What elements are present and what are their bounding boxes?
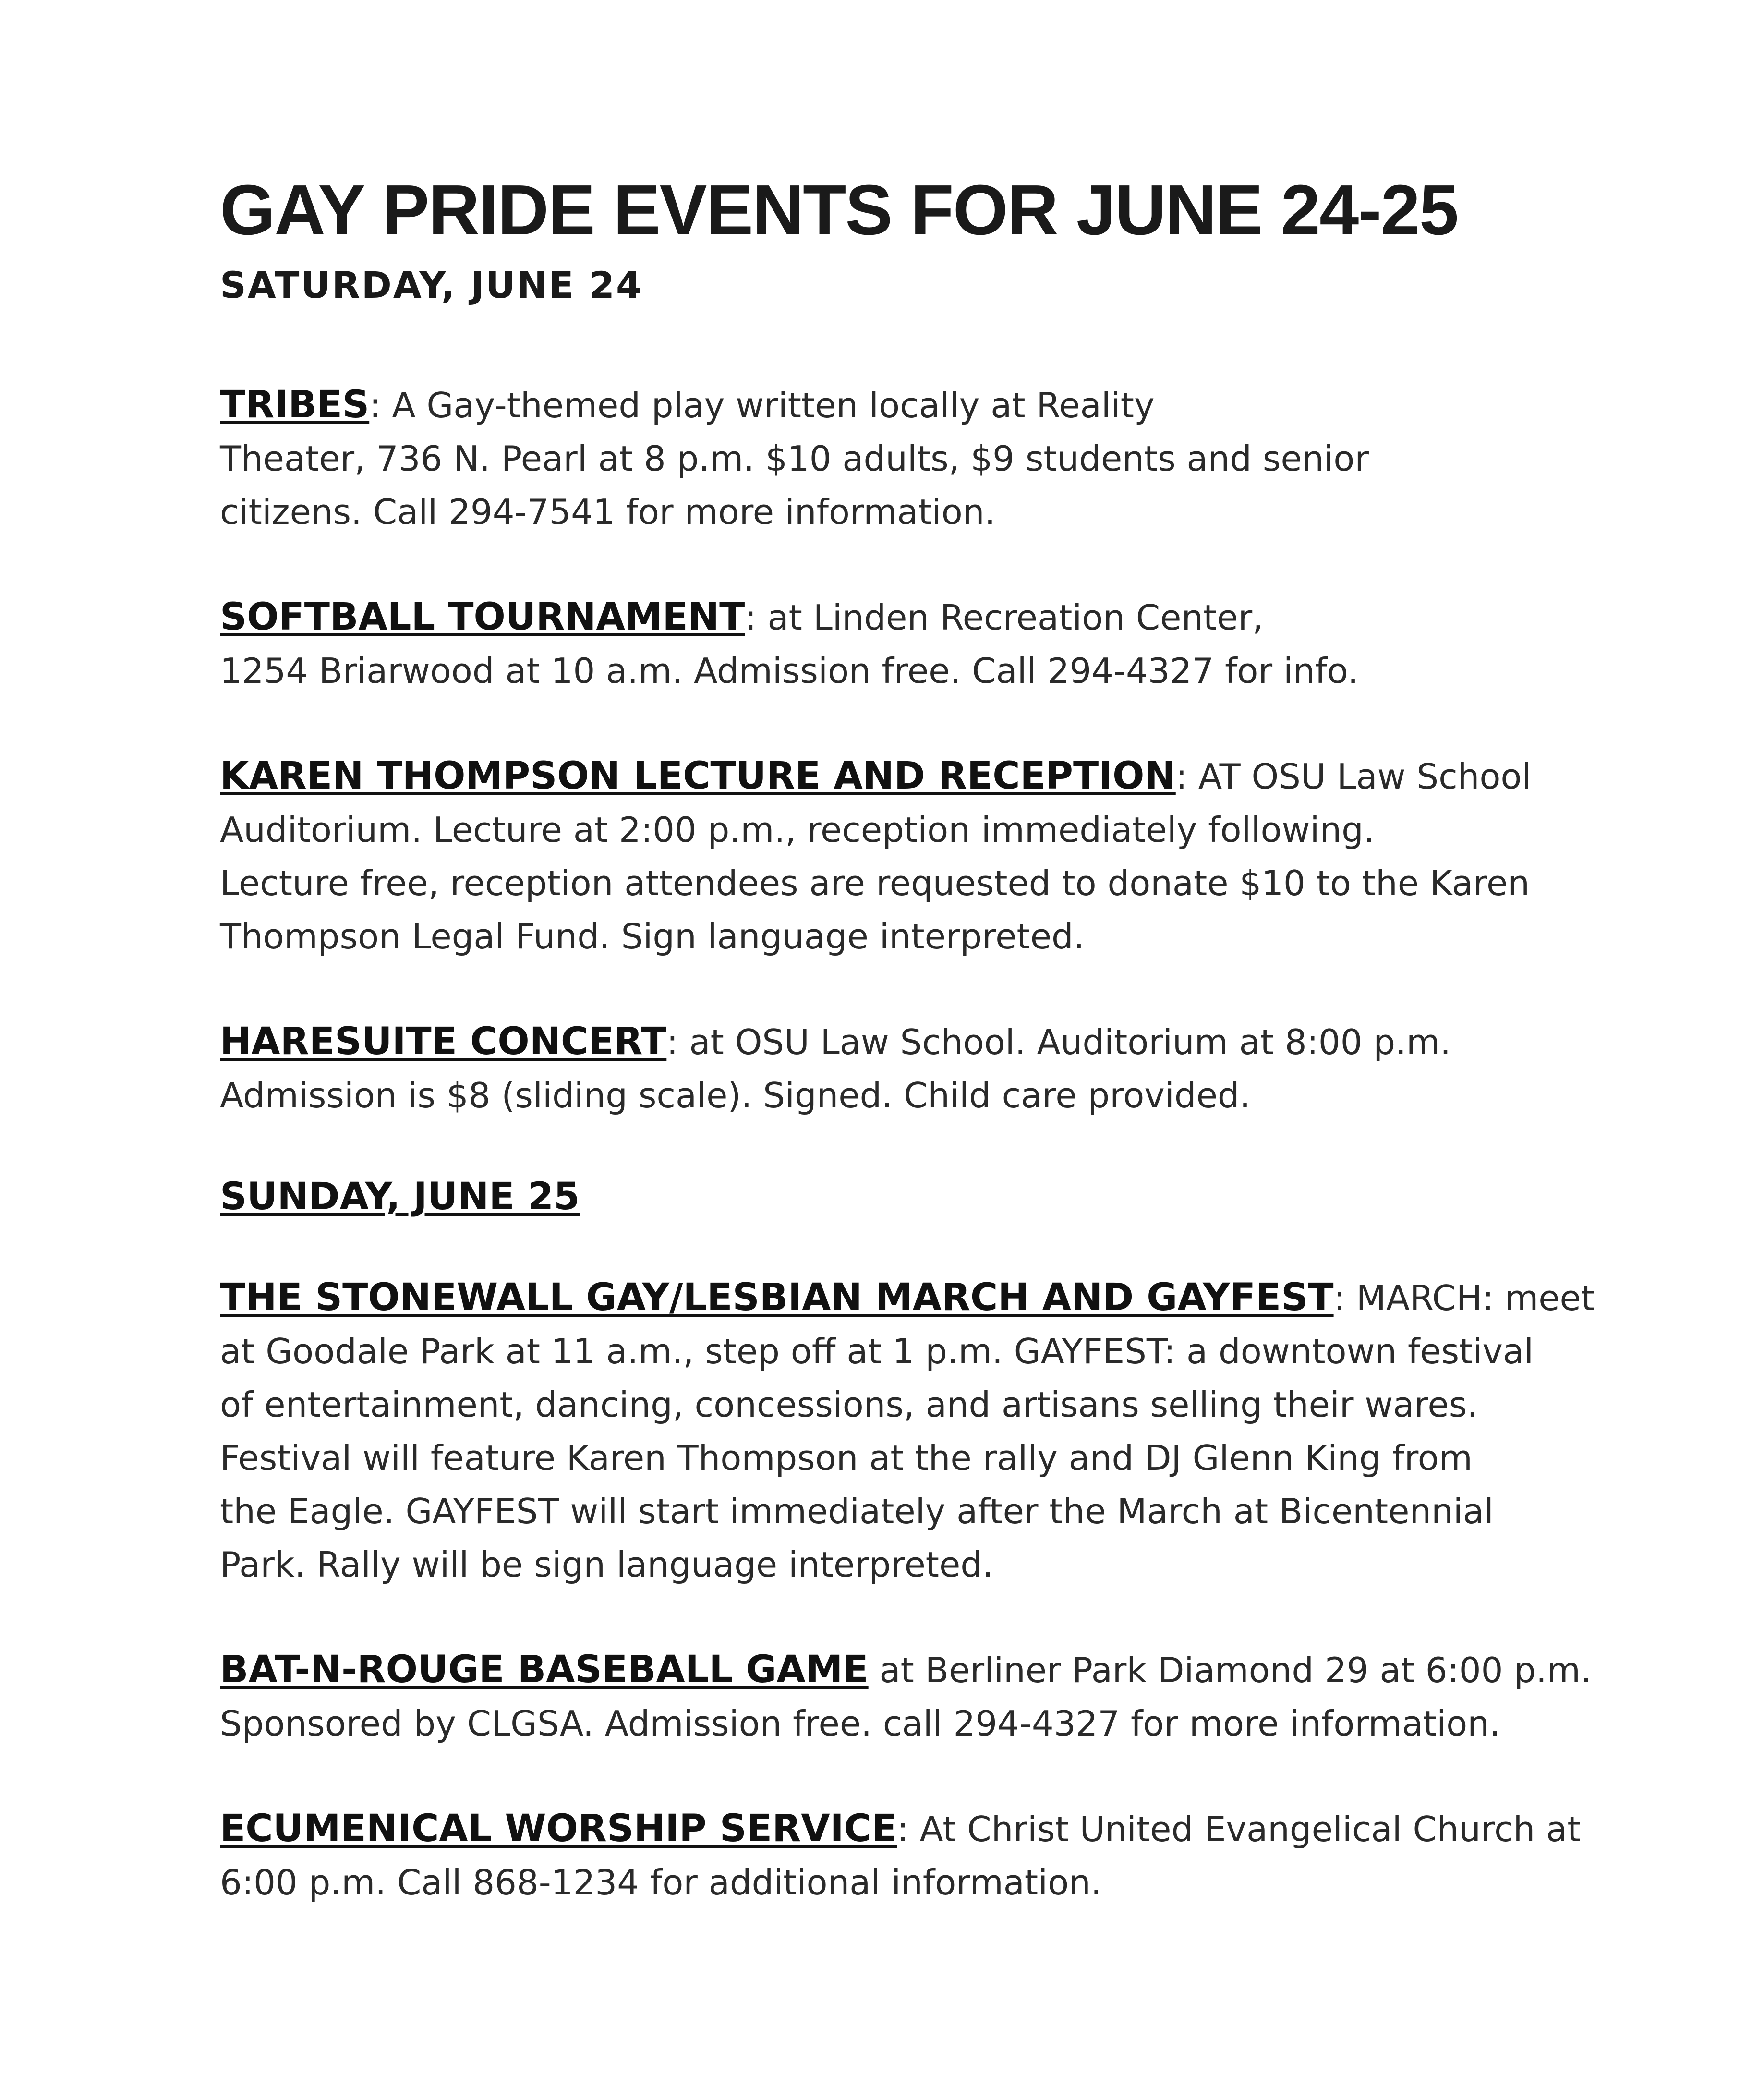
event-text: Park. Rally will be sign language interpreted. — [220, 1544, 993, 1585]
event-line — [220, 750, 1641, 803]
event-text: at Berliner Park Diamond 29 at 6:00 p.m. — [879, 1650, 1592, 1691]
event-text: 6:00 p.m. Call 868-1234 for additional information. — [220, 1862, 1102, 1903]
event-text: Lecture free, reception attendees are requested to donate $10 to the Karen — [220, 863, 1530, 904]
event-text: at Linden Recreation Center, — [767, 597, 1264, 638]
event-text: at Goodale Park at 11 a.m., step off at 1 p.m. GAYFEST: a downtown festival — [220, 1331, 1534, 1372]
event-karen-thompson-lecture — [220, 750, 1641, 963]
event-text: Thompson Legal Fund. Sign language interpreted. — [220, 916, 1085, 957]
event-text: AT OSU Law School — [1198, 756, 1532, 797]
event-text: A Gay-themed play written locally at Reality — [392, 385, 1155, 426]
event-name: TRIBES — [220, 383, 370, 427]
event-text: Sponsored by CLGSA. Admission free. call 294-4327 for more information. — [220, 1703, 1500, 1744]
event-line — [220, 378, 1641, 432]
event-haresuite-concert — [220, 1015, 1641, 1122]
event-name: THE STONEWALL GAY/LESBIAN MARCH AND GAYFEST — [220, 1276, 1334, 1320]
event-text: Theater, 736 N. Pearl at 8 p.m. $10 adults, $9 students and senior — [220, 438, 1369, 479]
saturday-heading: SATURDAY, JUNE 24 — [220, 264, 643, 307]
event-line — [220, 1015, 1641, 1069]
event-text: at OSU Law School. Auditorium at 8:00 p.m. — [689, 1022, 1451, 1063]
event-text: At Christ United Evangelical Church at — [919, 1809, 1581, 1850]
event-text: Admission is $8 (sliding scale). Signed. Child care provided. — [220, 1075, 1251, 1116]
event-name: SOFTBALL TOURNAMENT — [220, 595, 745, 639]
event-line — [220, 591, 1641, 644]
event-ecumenical-worship — [220, 1802, 1641, 1909]
event-name: KAREN THOMPSON LECTURE AND RECEPTION — [220, 754, 1176, 798]
event-text: Festival will feature Karen Thompson at the rally and DJ Glenn King from — [220, 1438, 1473, 1479]
event-tribes — [220, 378, 1641, 539]
event-separator: : — [369, 385, 392, 426]
event-line — [220, 1271, 1641, 1325]
event-line — [220, 1802, 1641, 1856]
event-text: citizens. Call 294-7541 for more information. — [220, 492, 996, 533]
event-line — [220, 1643, 1641, 1697]
event-bat-n-rouge-game — [220, 1643, 1641, 1750]
event-text: of entertainment, dancing, concessions, and artisans selling their wares. — [220, 1384, 1478, 1425]
sunday-heading: SUNDAY, JUNE 25 — [220, 1175, 580, 1219]
event-separator: : — [897, 1809, 920, 1850]
event-text: 1254 Briarwood at 10 a.m. Admission free. Call 294-4327 for info. — [220, 651, 1359, 692]
event-name: BAT-N-ROUGE BASEBALL GAME — [220, 1648, 869, 1692]
event-softball-tournament — [220, 591, 1641, 698]
event-separator: : — [1333, 1278, 1356, 1319]
event-separator: : — [745, 597, 768, 638]
event-text: the Eagle. GAYFEST will start immediately after the March at Bicentennial — [220, 1491, 1494, 1532]
event-name: HARESUITE CONCERT — [220, 1020, 667, 1064]
flyer — [220, 170, 1641, 1909]
event-separator: : — [1175, 756, 1198, 797]
event-text: Auditorium. Lecture at 2:00 p.m., reception immediately following. — [220, 810, 1375, 850]
page-title: GAY PRIDE EVENTS FOR JUNE 24-25 — [220, 170, 1458, 250]
event-name: ECUMENICAL WORSHIP SERVICE — [220, 1807, 897, 1851]
event-stonewall-march — [220, 1271, 1641, 1591]
event-text: MARCH: meet — [1356, 1278, 1595, 1319]
event-separator: : — [666, 1022, 689, 1063]
event-separator — [869, 1650, 880, 1690]
